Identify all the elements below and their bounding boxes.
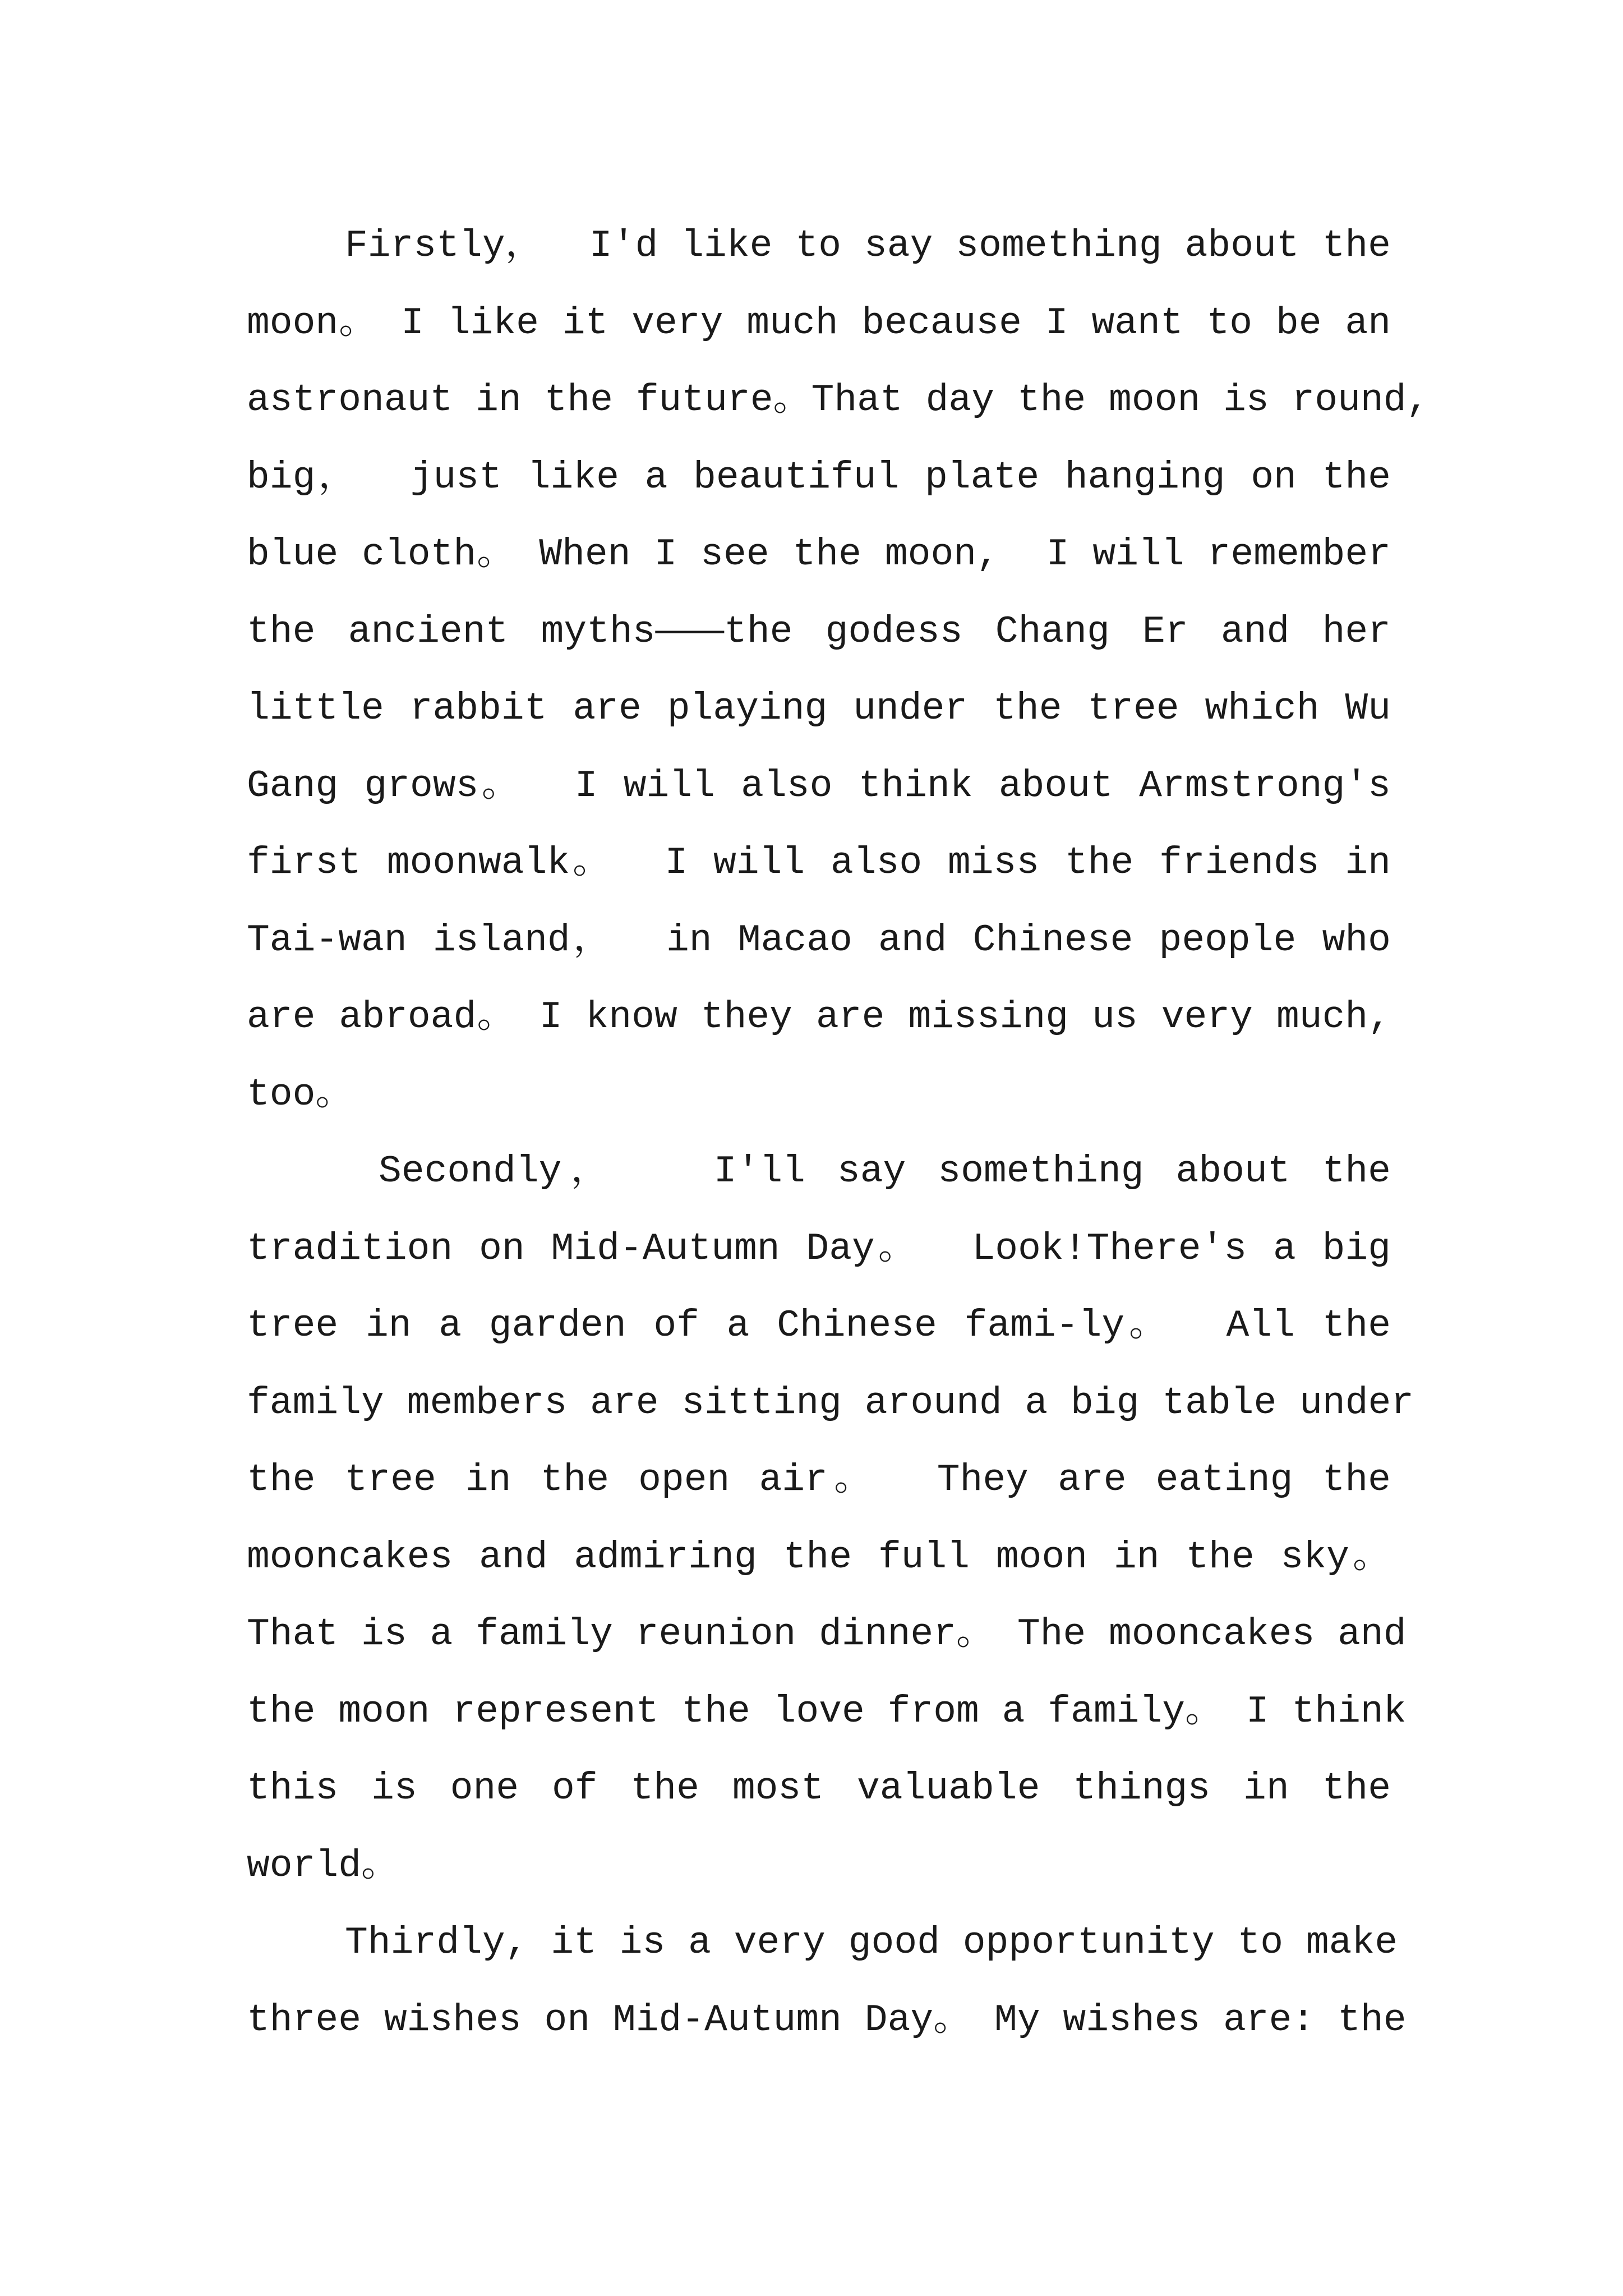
paragraph-1-line-9: first moonwalk。 I will also miss the friends in bbox=[247, 841, 1391, 885]
paragraph-1-line-1: Firstly， I'd like to say something about the bbox=[345, 224, 1391, 268]
paragraph-1-line-10: Tai-wan island， in Macao and Chinese people who bbox=[247, 918, 1391, 962]
paragraph-2-line-3: tree in a garden of a Chinese fami-ly。 All the bbox=[247, 1304, 1391, 1347]
paragraph-2-line-10: world。 bbox=[247, 1844, 400, 1888]
paragraph-1-line-12: too。 bbox=[247, 1073, 354, 1116]
paragraph-3-line-2: three wishes on Mid-Autumn Day。 My wishes are: the bbox=[247, 1998, 1407, 2042]
paragraph-1-line-7: little rabbit are playing under the tree which Wu bbox=[247, 687, 1391, 730]
paragraph-2-line-5: the tree in the open air。 They are eating the bbox=[247, 1458, 1391, 1502]
paragraph-1-line-4: big， just like a beautiful plate hanging on the bbox=[247, 455, 1391, 499]
paragraph-2-line-9: this is one of the most valuable things in the bbox=[247, 1767, 1391, 1810]
paragraph-1-line-11: are abroad。 I know they are missing us very much, bbox=[247, 996, 1391, 1039]
paragraph-3-line-1: Thirdly, it is a very good opportunity to make bbox=[345, 1921, 1398, 1964]
paragraph-2-line-4: family members are sitting around a big table under bbox=[247, 1381, 1414, 1425]
paragraph-2-line-2: tradition on Mid-Autumn Day。 Look!There's a big bbox=[247, 1227, 1391, 1271]
paragraph-1-line-2: moon。 I like it very much because I want to be an bbox=[247, 301, 1391, 345]
paragraph-2-line-7: That is a family reunion dinner。 The mooncakes and bbox=[247, 1613, 1407, 1656]
paragraph-1-line-6: the ancient myths———the godess Chang Er and her bbox=[247, 610, 1391, 654]
paragraph-2-line-1: Secondly， I'll say something about the bbox=[379, 1150, 1391, 1193]
paragraph-1-line-5: blue cloth。 When I see the moon, I will remember bbox=[247, 533, 1391, 576]
paragraph-1-line-8: Gang grows。 I will also think about Armstrong's bbox=[247, 764, 1391, 808]
paragraph-1-line-3: astronaut in the future。That day the moon is round, bbox=[247, 379, 1430, 422]
body-text bbox=[247, 208, 1430, 2059]
paragraph-2-line-8: the moon represent the love from a family。 I think bbox=[247, 1690, 1407, 1733]
paragraph-2-line-6: mooncakes and admiring the full moon in the sky。 bbox=[247, 1535, 1391, 1579]
